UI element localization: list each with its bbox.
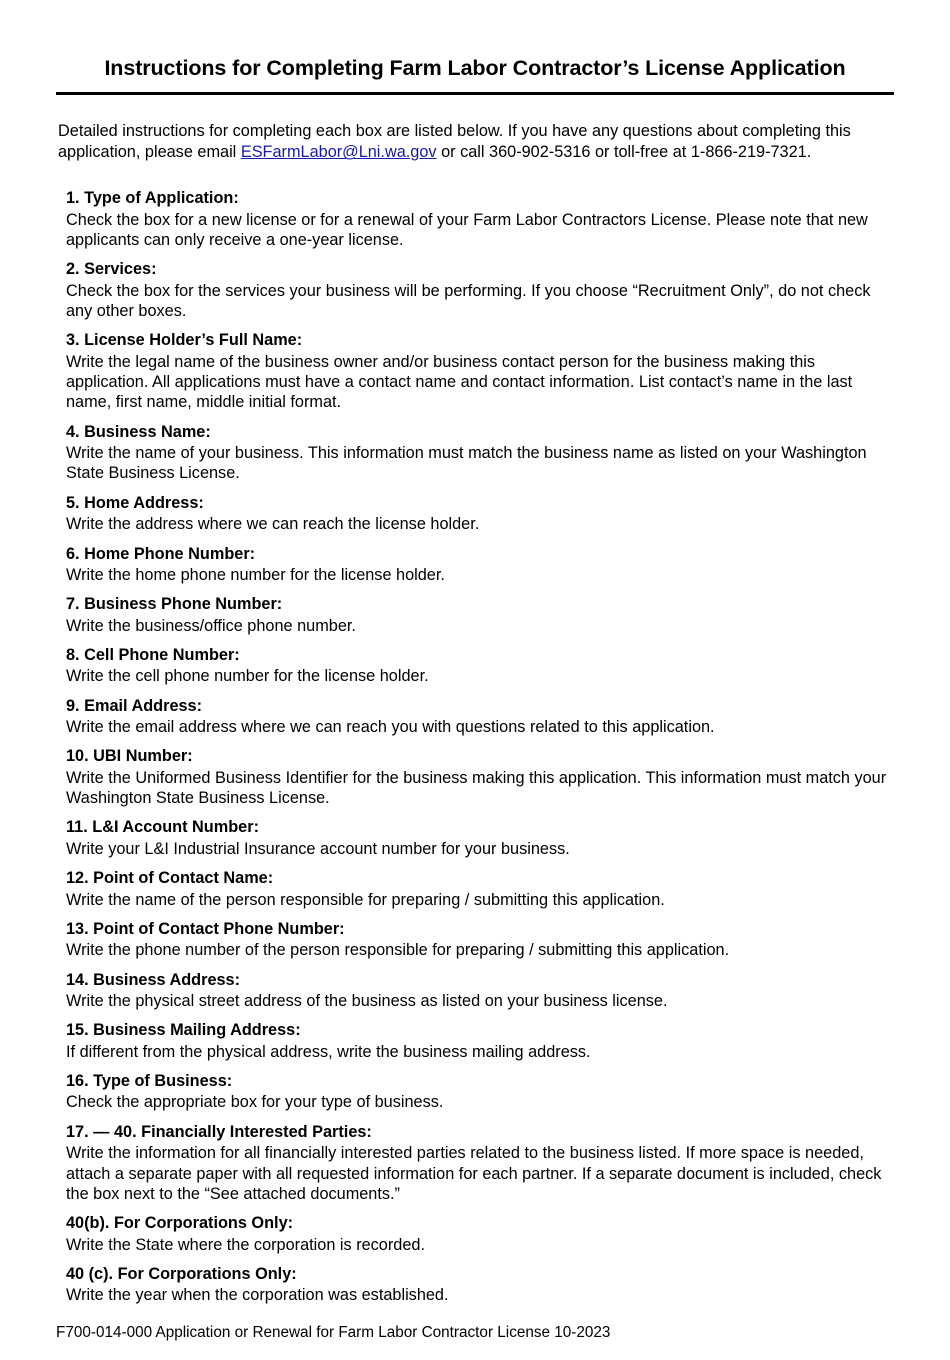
- item-heading: 6. Home Phone Number:: [66, 544, 256, 563]
- item-heading: 16. Type of Business:: [66, 1072, 233, 1091]
- instruction-list: [56, 188, 894, 1306]
- item-heading: 17. — 40. Financially Interested Parties:: [66, 1122, 372, 1141]
- item-heading: 4. Business Name:: [66, 422, 211, 441]
- item-body: Write the business/office phone number.: [66, 616, 356, 635]
- item-heading: 7. Business Phone Number:: [66, 595, 283, 614]
- list-item: [66, 330, 894, 412]
- item-heading: 5. Home Address:: [66, 493, 204, 512]
- list-item: [66, 422, 894, 484]
- title-block: [56, 56, 894, 95]
- intro-text-after-link: or call 360-902-5316 or toll-free at 1-866-219-7321.: [436, 143, 812, 162]
- item-body: Write the Uniformed Business Identifier for the business making this application. This information must match your Washington State Business License.: [66, 768, 887, 808]
- list-item: [66, 544, 894, 586]
- item-body: Write the information for all financially interested parties related to the business listed. If more space is needed, attach a separate paper with all requested information for each partner. If a separate document is included, check the box next to the “See attached documents.”: [66, 1144, 882, 1203]
- item-heading: 15. Business Mailing Address:: [66, 1021, 301, 1040]
- item-heading: 13. Point of Contact Phone Number:: [66, 919, 345, 938]
- list-item: [66, 696, 894, 738]
- list-item: [66, 594, 894, 636]
- item-heading: 2. Services:: [66, 260, 157, 279]
- item-body: Write the home phone number for the license holder.: [66, 565, 445, 584]
- item-heading: 14. Business Address:: [66, 970, 241, 989]
- item-body: If different from the physical address, write the business mailing address.: [66, 1042, 591, 1061]
- item-body: Write the legal name of the business owner and/or business contact person for the business making this application. All applications must have a contact name and contact information. List contact’s name in the last name, first name, middle initial format.: [66, 352, 853, 412]
- item-heading: 11. L&I Account Number:: [66, 818, 259, 837]
- list-item: [66, 970, 894, 1012]
- list-item: [66, 645, 894, 687]
- item-body: Check the box for the services your business will be performing. If you choose “Recruitment Only”, do not check any other boxes.: [66, 281, 871, 320]
- item-body: Write the State where the corporation is recorded.: [66, 1235, 425, 1254]
- item-heading: 8. Cell Phone Number:: [66, 645, 240, 664]
- list-item: [66, 1264, 894, 1306]
- item-body: Write the email address where we can reach you with questions related to this application.: [66, 718, 715, 737]
- item-heading: 40 (c). For Corporations Only:: [66, 1264, 297, 1283]
- intro-paragraph: [56, 121, 894, 164]
- item-body: Write the physical street address of the business as listed on your business license.: [66, 992, 668, 1010]
- list-item: [66, 1020, 894, 1062]
- intro-text-before-link: Detailed instructions for completing each box are listed below. If you have any questions about completing this application, please email: [58, 121, 851, 162]
- item-body: Write the year when the corporation was established.: [66, 1286, 449, 1305]
- list-item: [66, 259, 894, 321]
- item-body: Write the phone number of the person responsible for preparing / submitting this application.: [66, 941, 730, 960]
- item-body: Check the appropriate box for your type of business.: [66, 1093, 444, 1112]
- item-heading: 10. UBI Number:: [66, 747, 193, 766]
- email-link[interactable]: ESFarmLabor@Lni.wa.gov: [240, 143, 437, 162]
- item-heading: 3. License Holder’s Full Name:: [66, 331, 303, 350]
- list-item: [66, 746, 894, 808]
- list-item: [66, 1071, 894, 1113]
- item-heading: 40(b). For Corporations Only:: [66, 1214, 294, 1233]
- list-item: [66, 1122, 894, 1204]
- item-body: Write your L&I Industrial Insurance account number for your business.: [66, 839, 570, 858]
- list-item: [66, 817, 894, 859]
- document-footer: F700-014-000 Application or Renewal for Farm Labor Contractor License 10-2023: [56, 1323, 611, 1341]
- item-body: Write the cell phone number for the license holder.: [66, 667, 429, 686]
- item-body: Write the name of the person responsible for preparing / submitting this application.: [66, 890, 665, 909]
- item-heading: 1. Type of Application:: [66, 189, 239, 208]
- list-item: [66, 188, 894, 250]
- list-item: [66, 919, 894, 961]
- list-item: [66, 1213, 894, 1255]
- item-body: Write the name of your business. This information must match the business name as listed on your Washington State Business License.: [66, 444, 867, 483]
- item-heading: 12. Point of Contact Name:: [66, 869, 274, 888]
- item-heading: 9. Email Address:: [66, 696, 203, 715]
- item-body: Write the address where we can reach the license holder.: [66, 515, 480, 534]
- item-body: Check the box for a new license or for a renewal of your Farm Labor Contractors License. Please note that new applicants can only receive a one-year license.: [66, 210, 868, 249]
- list-item: [66, 493, 894, 535]
- list-item: [66, 868, 894, 910]
- page-title: Instructions for Completing Farm Labor Contractor’s License Application: [104, 56, 846, 80]
